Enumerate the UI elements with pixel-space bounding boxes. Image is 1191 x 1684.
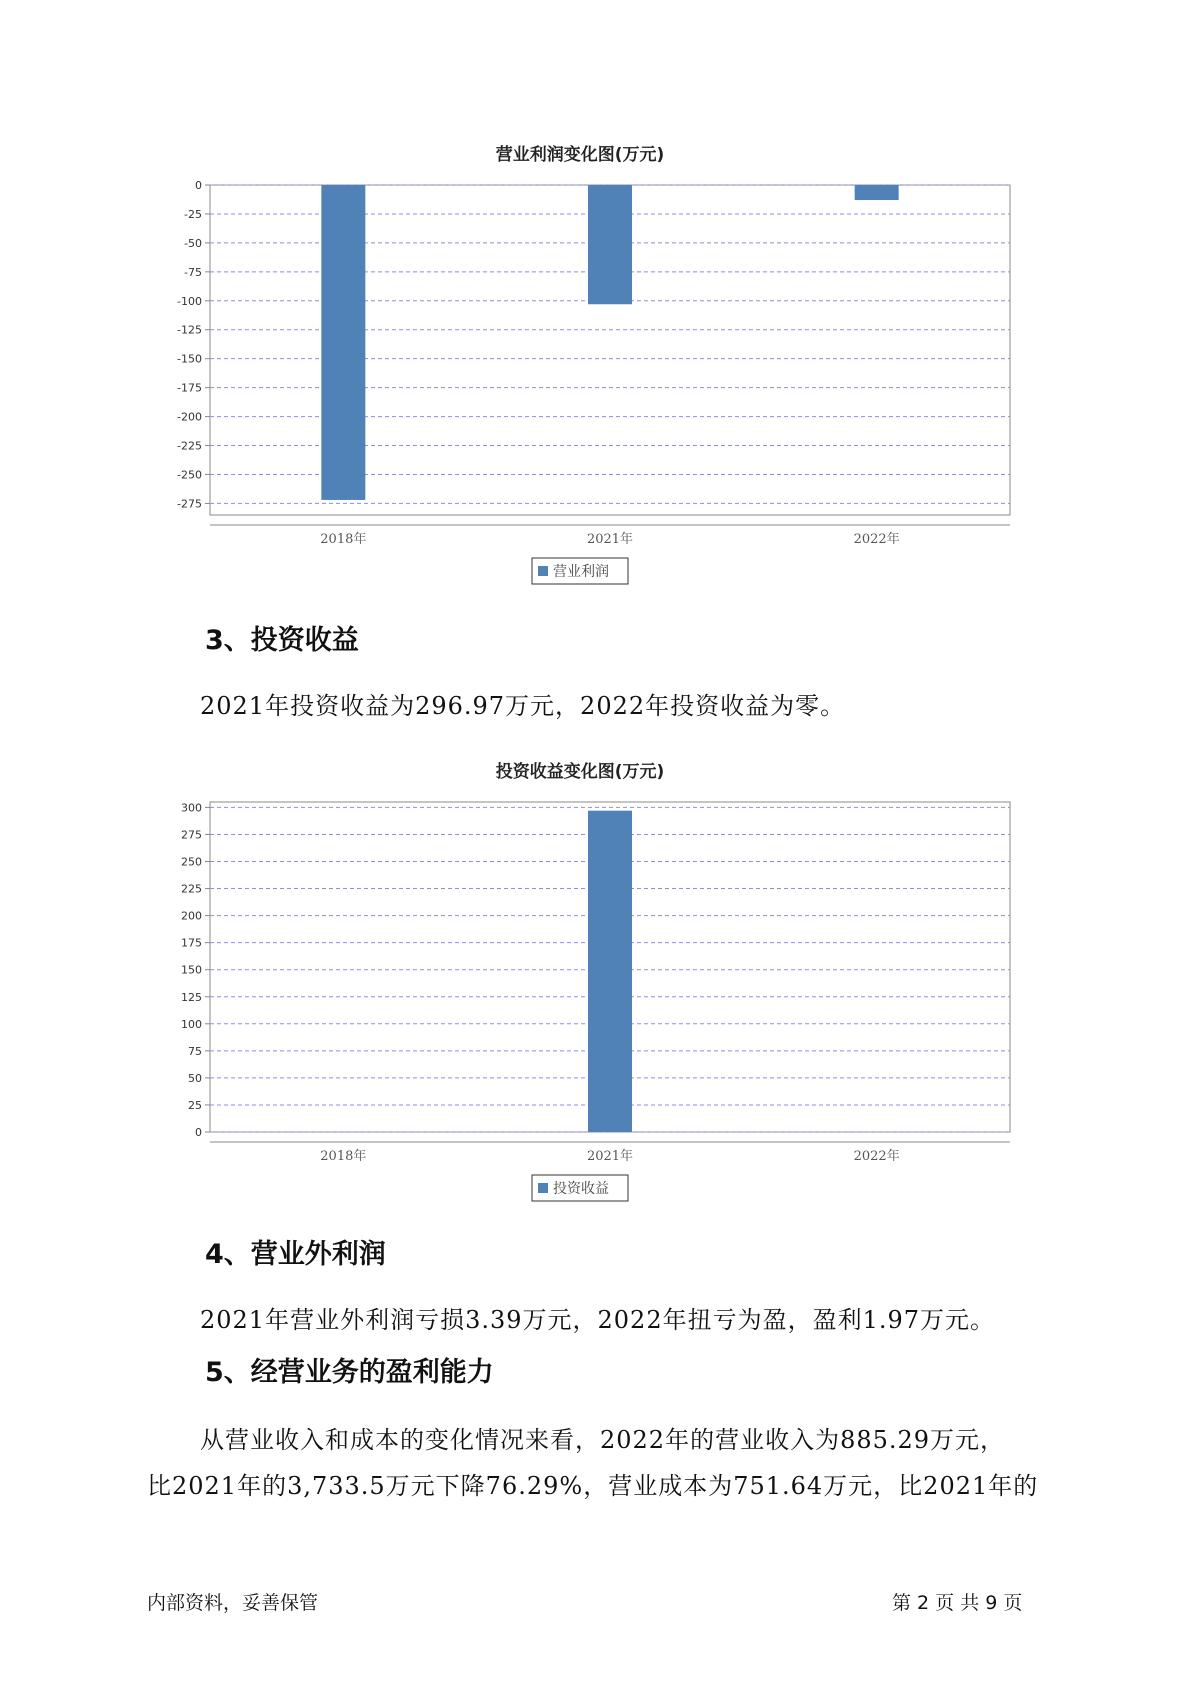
y-tick-label: -200 [177,410,202,424]
y-tick-label: 225 [181,882,202,896]
y-tick-label: 50 [188,1071,202,1085]
x-tick-label: 2021年 [586,1149,634,1164]
y-tick-label: 300 [181,801,202,815]
footer-confidential: 内部资料，妥善保管 [147,1592,319,1614]
y-tick-label: -125 [177,323,202,337]
y-tick-label: -75 [184,265,202,279]
operating-profit-chart-svg [150,135,1020,595]
section-4-heading: 4、营业外利润 [205,1239,386,1270]
y-tick-label: 0 [195,1126,202,1139]
section-3-heading: 3、投资收益 [205,625,359,656]
section-5-line-1: 从营业收入和成本的变化情况来看，2022年的营业收入为885.29万元， [200,1426,1006,1454]
y-tick-label: -25 [184,207,202,221]
bar [588,811,632,1132]
legend-label: 营业利润 [553,564,609,580]
x-tick-label: 2018年 [320,1149,367,1164]
y-tick-label: 150 [181,963,202,977]
bar [588,185,632,304]
y-tick-label: -225 [177,439,202,453]
section-5-heading: 5、经营业务的盈利能力 [205,1357,494,1388]
legend-swatch [538,566,548,576]
y-tick-label: 275 [181,828,202,842]
y-tick-label: 125 [181,990,202,1004]
x-tick-label: 2021年 [586,532,634,547]
chart-title: 营业利润变化图(万元) [495,145,665,165]
y-tick-label: -250 [177,468,202,482]
y-tick-label: -275 [177,497,202,511]
y-tick-label: 25 [188,1098,202,1112]
y-tick-label: -175 [177,381,202,395]
chart-title: 投资收益变化图(万元) [495,762,665,782]
x-tick-label: 2018年 [320,532,367,547]
chart-legend [532,558,628,584]
footer-page-number: 第 2 页 共 9 页 [892,1592,1023,1614]
y-tick-label: 0 [195,179,202,192]
x-tick-label: 2022年 [853,1149,900,1164]
section-5-line-2: 比2021年的3,733.5万元下降76.29%，营业成本为751.64万元，比2021年的 [147,1472,1039,1500]
investment-income-chart-svg [150,752,1020,1212]
y-tick-label: -150 [177,352,202,366]
y-tick-label: 200 [181,909,202,923]
y-tick-label: 250 [181,855,202,869]
y-tick-label: 75 [188,1044,202,1058]
y-tick-label: -50 [184,236,202,250]
bar [855,185,899,200]
operating-profit-chart [150,135,1020,595]
section-3-text: 2021年投资收益为296.97万元，2022年投资收益为零。 [200,692,846,720]
y-tick-label: 100 [181,1017,202,1031]
investment-income-chart [150,752,1020,1212]
y-tick-label: 175 [181,936,202,950]
x-tick-label: 2022年 [853,532,900,547]
bar [321,185,365,500]
legend-swatch [538,1183,548,1193]
section-4-text: 2021年营业外利润亏损3.39万元，2022年扭亏为盈，盈利1.97万元。 [200,1306,996,1334]
chart-legend [532,1175,628,1201]
legend-label: 投资收益 [553,1181,609,1197]
y-tick-label: -100 [177,294,202,308]
